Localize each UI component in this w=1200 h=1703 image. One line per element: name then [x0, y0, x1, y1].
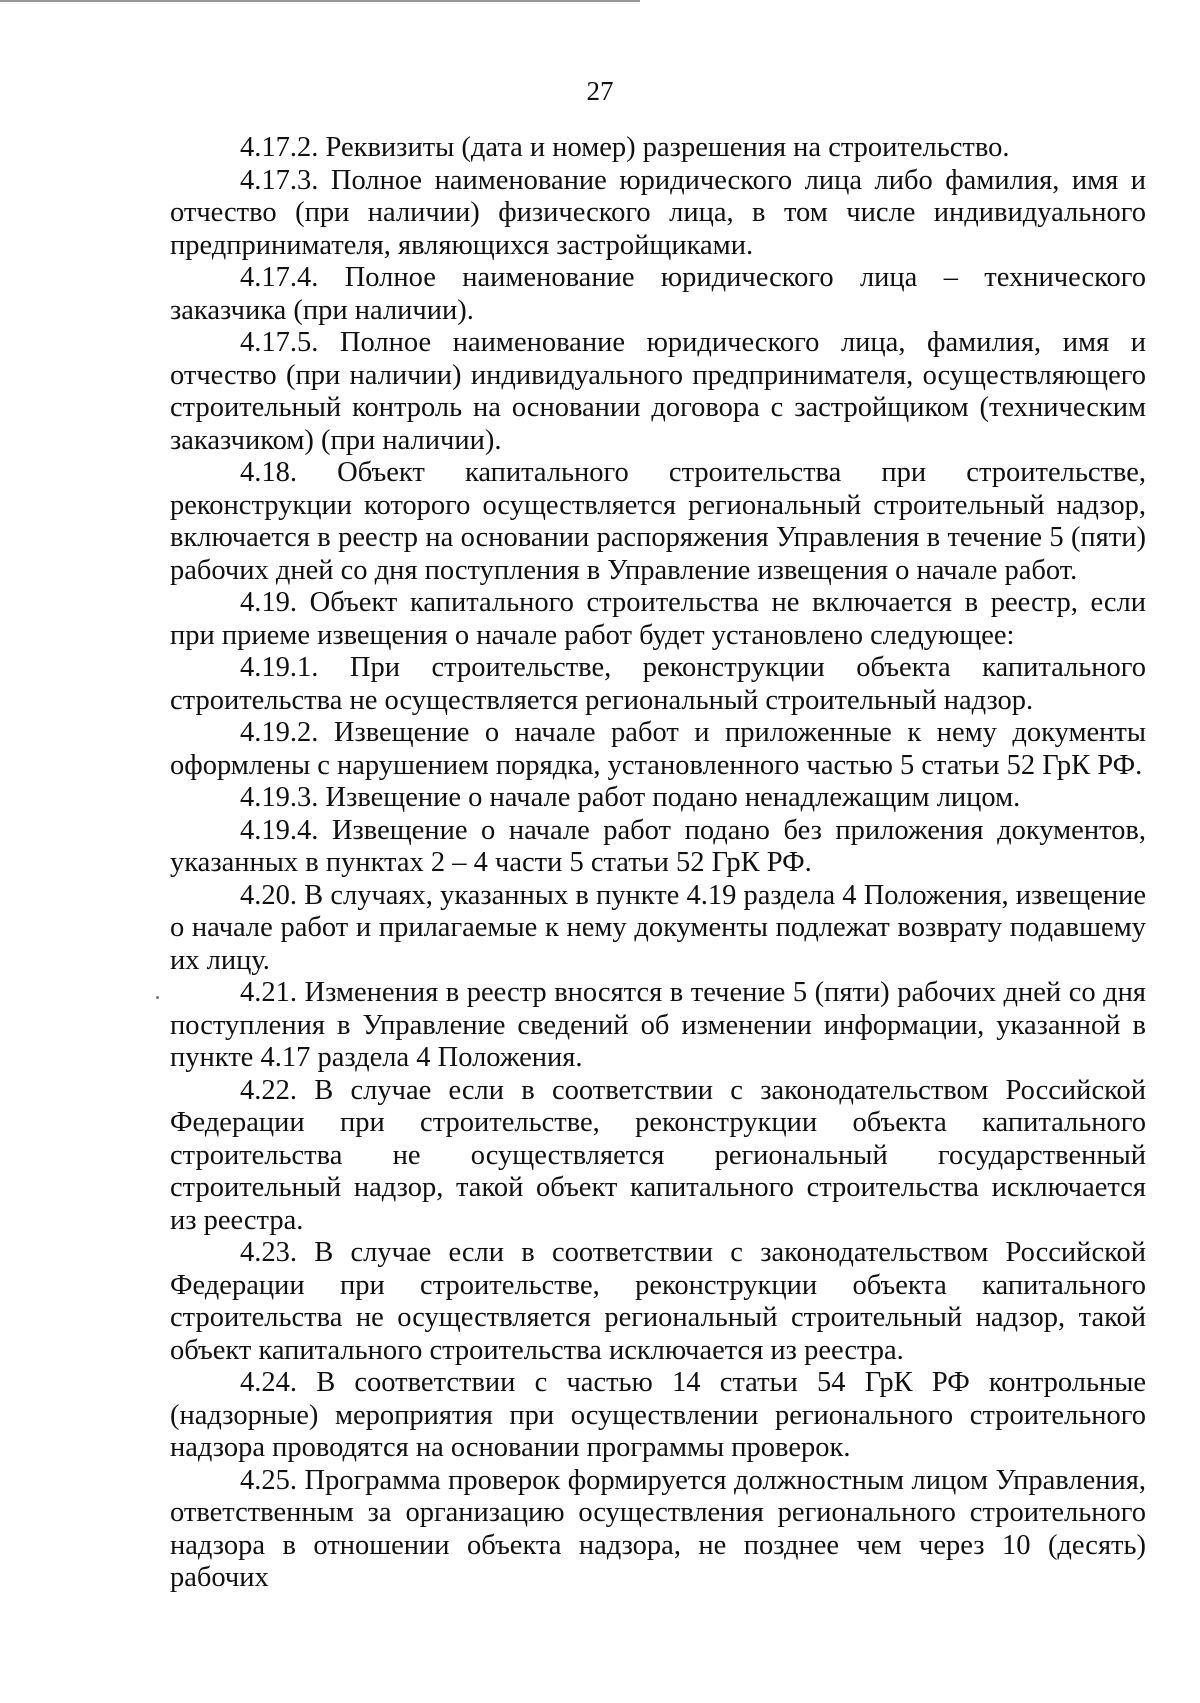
- paragraph-4-19-2: 4.19.2. Извещение о начале работ и приложенные к нему документы оформлены с нарушением порядка, установленного частью 5 статьи 52 ГрК РФ.: [170, 717, 1146, 781]
- paragraph-4-17-5: 4.17.5. Полное наименование юридического лица, фамилия, имя и отчество (при наличии) индивидуального предпринимателя, осуществляющего строительный контроль на основании договора с застройщиком (техническим заказчиком) (при наличии).: [170, 327, 1146, 456]
- paragraph-4-18: 4.18. Объект капитального строительства при строительстве, реконструкции которого осуществляется региональный строительный надзор, включается в реестр на основании распоряжения Управления в течение 5 (пяти) рабочих дней со дня поступления в Управление извещения о начале работ.: [170, 457, 1146, 586]
- paragraph-4-17-4: 4.17.4. Полное наименование юридического лица – технического заказчика (при наличии).: [170, 262, 1146, 326]
- paragraph-4-24: 4.24. В соответствии с частью 14 статьи 54 ГрК РФ контрольные (надзорные) мероприятия при осуществлении регионального строительного надзора проводятся на основании программы проверок.: [170, 1367, 1146, 1463]
- scan-top-edge-line: [0, 0, 640, 2]
- paragraph-4-19-4: 4.19.4. Извещение о начале работ подано без приложения документов, указанных в пунктах 2 – 4 части 5 статьи 52 ГрК РФ.: [170, 814, 1146, 878]
- paragraph-4-21: 4.21. Изменения в реестр вносятся в течение 5 (пяти) рабочих дней со дня поступления в Управление сведений об изменении информации, указанной в пункте 4.17 раздела 4 Положения.: [170, 977, 1146, 1073]
- paragraph-4-19-3: 4.19.3. Извещение о начале работ подано ненадлежащим лицом.: [240, 782, 1021, 813]
- paragraph-4-25: 4.25. Программа проверок формируется должностным лицом Управления, ответственным за организацию осуществления регионального строительного надзора в отношении объекта надзора, не позднее чем через 10 (десять) рабочих: [170, 1464, 1146, 1593]
- paragraph-4-17-2: 4.17.2. Реквизиты (дата и номер) разрешения на строительство.: [240, 132, 1010, 163]
- document-body: [170, 132, 1146, 1595]
- paragraph-4-22: 4.22. В случае если в соответствии с законодательством Российской Федерации при строительстве, реконструкции объекта капитального строительства не осуществляется региональный государственный строительный надзор, такой объект капитального строительства исключается из реестра.: [170, 1074, 1146, 1236]
- paragraph-4-19: 4.19. Объект капитального строительства не включается в реестр, если при приеме извещения о начале работ будет установлено следующее:: [170, 587, 1146, 651]
- paragraph-4-19-1: 4.19.1. При строительстве, реконструкции объекта капитального строительства не осуществляется региональный строительный надзор.: [170, 652, 1146, 716]
- paragraph-4-23: 4.23. В случае если в соответствии с законодательством Российской Федерации при строительстве, реконструкции объекта капитального строительства не осуществляется региональный строительный надзор, такой объект капитального строительства исключается из реестра.: [170, 1237, 1146, 1366]
- paragraph-4-17-3: 4.17.3. Полное наименование юридического лица либо фамилия, имя и отчество (при наличии) физического лица, в том числе индивидуального предпринимателя, являющихся застройщиками.: [170, 164, 1146, 261]
- page-number: 27: [586, 76, 614, 106]
- paragraph-4-20: 4.20. В случаях, указанных в пункте 4.19 раздела 4 Положения, извещение о начале работ и прилагаемые к нему документы подлежат возврату подавшему их лицу.: [170, 879, 1146, 976]
- scan-margin-speck: [156, 996, 159, 999]
